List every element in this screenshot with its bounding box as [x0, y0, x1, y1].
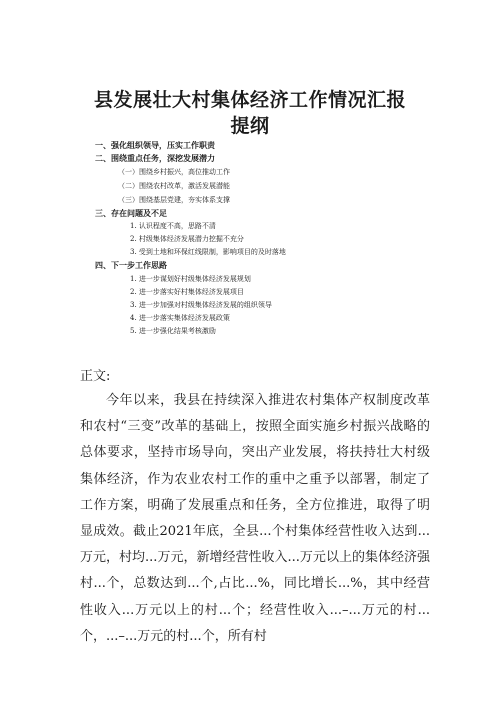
outline-item: 2. 村级集体经济发展潜力挖掘不充分: [130, 235, 244, 243]
document-subtitle: 提纲: [230, 115, 270, 137]
outline-subsection: （三）围绕基层党建，夯实体系支撑: [118, 196, 230, 204]
document-title: 县发展壮大村集体经济工作情况汇报: [93, 89, 406, 111]
outline-item: 3. 进一步加强对村级集体经济发展的组织领导: [130, 301, 272, 309]
outline-section: 二、围绕重点任务，深挖发展潜力: [95, 154, 215, 163]
outline-item: 4. 进一步落实集体经济发展政策: [130, 314, 230, 322]
outline-item: 5. 进一步强化结果考核激励: [130, 327, 216, 335]
body-paragraph: 今年以来，我县在持续深入推进农村集体产权制度改革和农村“三变”改革的基础上，按照全面实施乡村振兴战略的总体要求，坚持市场导向，突出产业发展，将扶持壮大村级集体经济，作为农业农村工作的重中之重予以部署，制定了工作方案，明确了发展重点和任务，全方位推进，取得了明显成效。截止2021年底，全县...个村集体经营性收入达到...万元，村均...万元，新增经营性收入...万元以上的集体经济强村...个，总数达到...个,占比...%，同比增长...%，其中经营性收入...万元以上的村...个；经营性收入...–...万元的村...个，...–...万元的村...个，所有村: [80, 393, 430, 644]
outline-item: 3. 受到土地和环保红线限制，影响项目的及时落地: [130, 248, 286, 256]
outline-item: 1. 认识程度不高，思路不清: [130, 222, 216, 230]
body-heading: 正文:: [80, 369, 111, 384]
outline-section: 四、下一步工作思路: [95, 261, 167, 270]
outline-item: 2. 进一步落实好村集体经济发展项目: [130, 288, 244, 296]
outline-subsection: （一）围绕乡村振兴，高位推动工作: [118, 168, 230, 176]
outline-subsection: （二）围绕农村改革，激活发展潜能: [118, 182, 230, 190]
outline-section: 一、强化组织领导，压实工作职责: [95, 141, 215, 150]
outline-item: 1. 进一步谋划好村级集体经济发展规划: [130, 275, 251, 283]
outline-section: 三、存在问题及不足: [95, 209, 167, 218]
